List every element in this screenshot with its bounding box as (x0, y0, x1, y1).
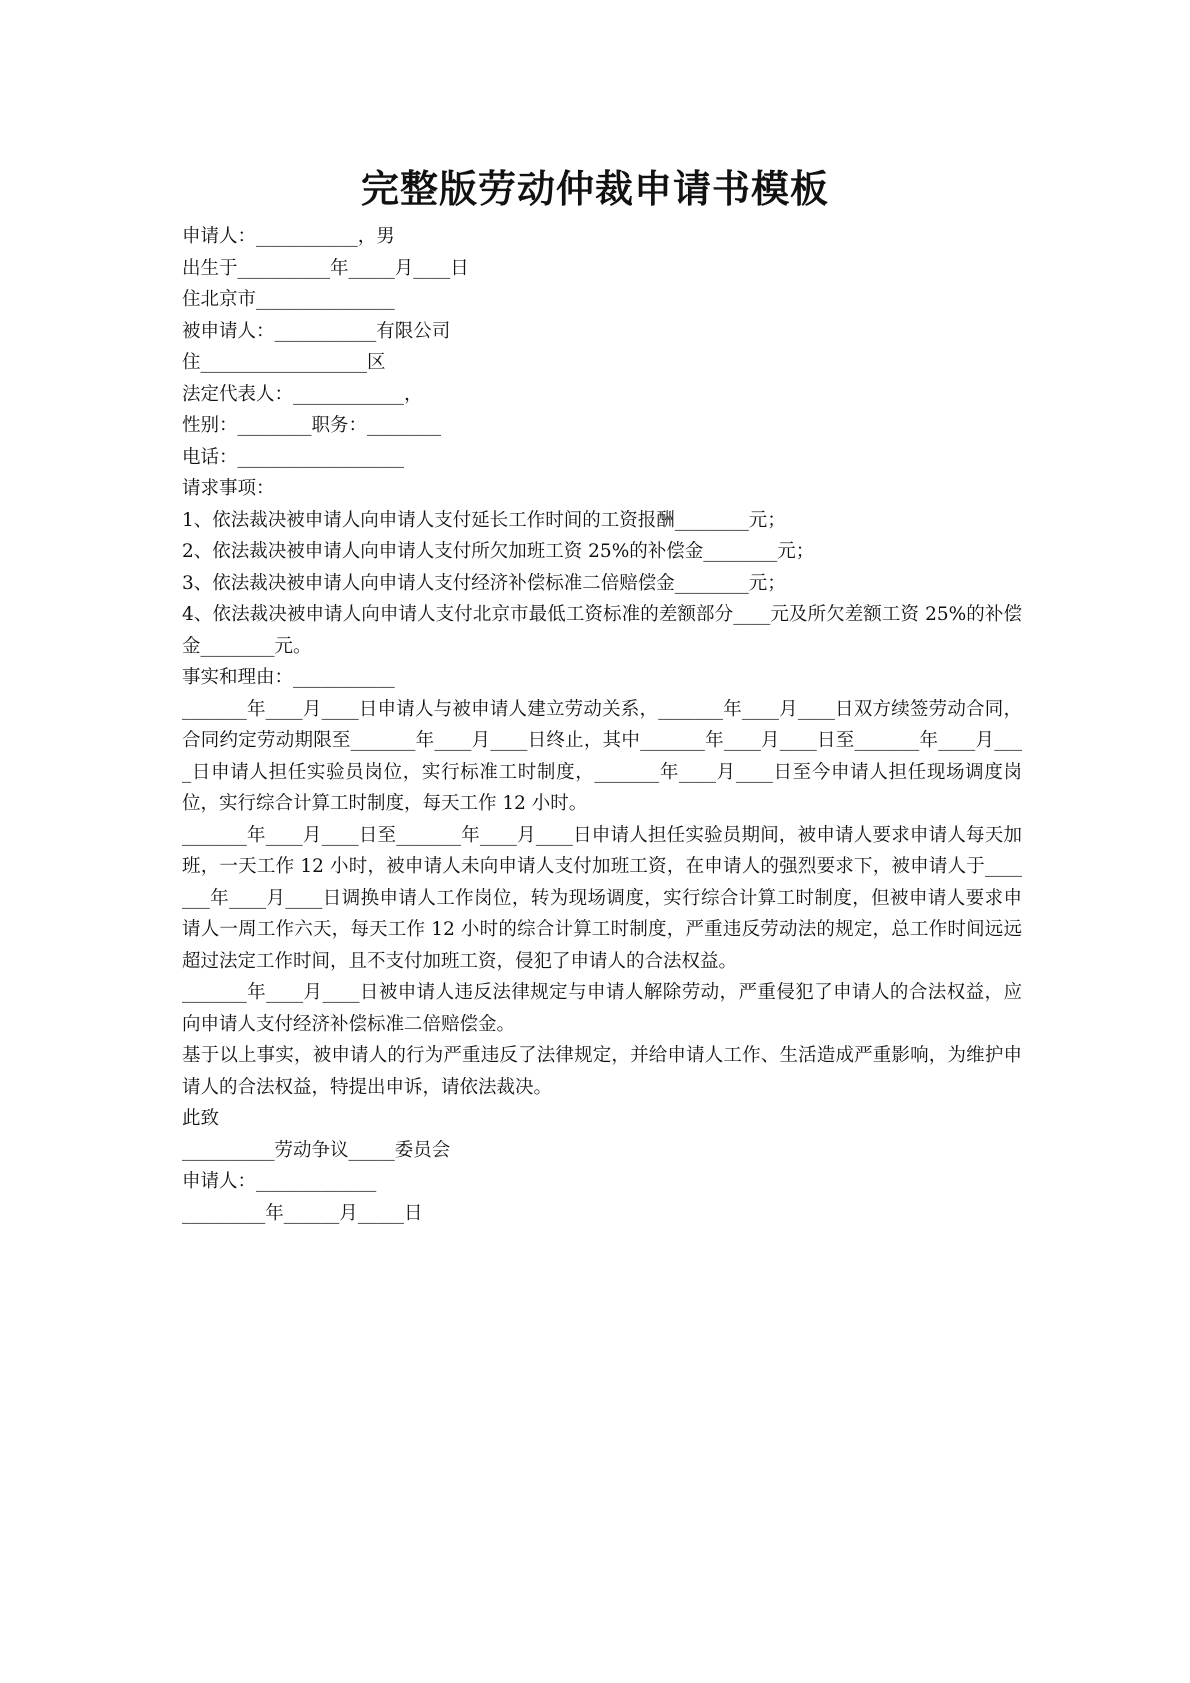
claim-item-4: 4、依法裁决被申请人向申请人支付北京市最低工资标准的差额部分____元及所欠差额工资 25%的补偿金________元。 (182, 604, 1022, 657)
date-line: _________年______月_____日 (182, 1202, 423, 1224)
closing-salutation: 此致 (182, 1108, 220, 1129)
facts-paragraph-4: 基于以上事实，被申请人的行为严重违反了法律规定，并给申请人工作、生活造成严重影响，为维护申请人的合法权益，特提出申诉，请依法裁决。 (182, 1045, 1022, 1098)
claims-heading: 请求事项： (182, 478, 275, 499)
document-title: 完整版劳动仲裁申请书模板 (360, 167, 829, 211)
applicant-line: 申请人：___________，男 (182, 226, 395, 247)
phone-line: 电话：__________________ (182, 446, 405, 468)
claim-item-3: 3、依法裁决被申请人向申请人支付经济补偿标准二倍赔偿金________元； (182, 572, 786, 594)
facts-paragraph-2: _______年____月____日至_______年____月____日申请人担任实验员期间，被申请人要求申请人每天加班，一天工作 12 小时，被申请人未向申请人支付加班工资，在申请人的强烈要求下，被申请人于_______年____月____日调换申请人工作岗位，转为现场调度，实行综合计算工时制度，但被申请人要求申请人一周工作六天，每天工作 12 小时的综合计算工时制度，严重违反劳动法的规定，总工作时间远远超过法定工作时间，且不支付加班工资，侵犯了申请人的合法权益。 (182, 824, 1022, 972)
legal-representative-line: 法定代表人：____________， (182, 383, 423, 405)
gender-position-line: 性别：________职务：________ (182, 415, 442, 436)
signature-line: 申请人：_____________ (182, 1171, 377, 1192)
claim-item-2: 2、依法裁决被申请人向申请人支付所欠加班工资 25%的补偿金________元； (182, 541, 815, 562)
respondent-line: 被申请人：___________有限公司 (182, 320, 451, 342)
address-line: 住北京市_______________ (182, 289, 395, 310)
claim-item-1: 1、依法裁决被申请人向申请人支付延长工作时间的工资报酬________元； (182, 509, 786, 531)
document-body (182, 221, 1022, 1229)
respondent-address-line: 住__________________区 (182, 352, 386, 373)
facts-heading: 事实和理由：___________ (182, 667, 395, 688)
facts-paragraph-1: _______年____月____日申请人与被申请人建立劳动关系，_______年____月____日双方续签劳动合同，合同约定劳动期限至_______年____月____日终止，其中_______年____月____日至_______年____月____日申请人担任实验员岗位，实行标准工时制度，_______年____月____日至今申请人担任现场调度岗位，实行综合计算工时制度，每天工作 12 小时。 (182, 698, 1022, 814)
facts-paragraph-3: _______年____月____日被申请人违反法律规定与申请人解除劳动，严重侵犯了申请人的合法权益，应向申请人支付经济补偿标准二倍赔偿金。 (182, 982, 1022, 1035)
birth-line: 出生于__________年_____月____日 (182, 257, 469, 279)
committee-line: __________劳动争议_____委员会 (182, 1139, 451, 1161)
